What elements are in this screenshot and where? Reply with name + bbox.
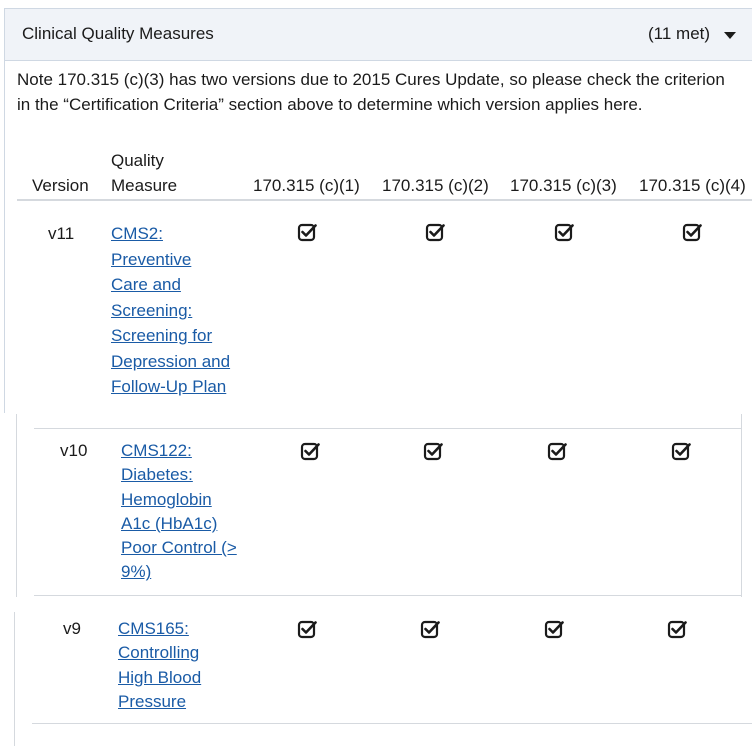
panel-header-toggle[interactable] (5, 9, 752, 61)
row-divider (34, 595, 741, 596)
card-border (14, 612, 15, 746)
row-divider (34, 428, 741, 429)
checked-box-icon (547, 441, 567, 461)
checked-box-icon (671, 441, 691, 461)
version-cell-v11: v11 (48, 224, 75, 243)
caret-down-icon[interactable] (724, 32, 736, 39)
checked-box-icon (423, 441, 443, 461)
checked-box-icon (554, 222, 574, 242)
version-cell-v9: v9 (63, 619, 81, 638)
checked-box-icon (667, 619, 687, 639)
version-cell-v10: v10 (60, 441, 88, 460)
checked-box-icon (297, 222, 317, 242)
checked-box-icon (682, 222, 702, 242)
measure-link-cms2[interactable]: CMS2: Preventive Care and Screening: Screening for Depression and Follow-Up Plan (111, 224, 231, 396)
header-measure-line1: Quality (111, 151, 164, 170)
checked-box-icon (425, 222, 445, 242)
header-c2: 170.315 (c)(2) (382, 176, 489, 195)
header-c1: 170.315 (c)(1) (253, 176, 360, 195)
header-version: Version (32, 176, 89, 195)
card-border (741, 414, 742, 597)
note-line-1: Note 170.315 (c)(3) has two versions due to 2015 Cures Update, so please check the criterion (17, 70, 725, 89)
header-c3: 170.315 (c)(3) (510, 176, 617, 195)
checked-box-icon (544, 619, 564, 639)
note-line-2: in the “Certification Criteria” section above to determine which version applies here. (17, 95, 643, 114)
measure-link-cms122[interactable]: CMS122: Diabetes: Hemoglobin A1c (HbA1c) Poor Control (> 9%) (121, 441, 237, 582)
header-divider (17, 199, 752, 201)
checked-box-icon (297, 619, 317, 639)
met-count: (11 met) (648, 24, 711, 43)
card-border (16, 414, 17, 597)
checked-box-icon (420, 619, 440, 639)
criteria-note (17, 67, 752, 117)
panel-title: Clinical Quality Measures (22, 24, 214, 43)
header-measure (111, 148, 177, 198)
row-divider (32, 723, 752, 724)
checked-box-icon (300, 441, 320, 461)
header-c4: 170.315 (c)(4) (639, 176, 746, 195)
header-measure-line2: Measure (111, 176, 178, 195)
measure-link-cms165[interactable]: CMS165: Controlling High Blood Pressure (118, 619, 202, 711)
